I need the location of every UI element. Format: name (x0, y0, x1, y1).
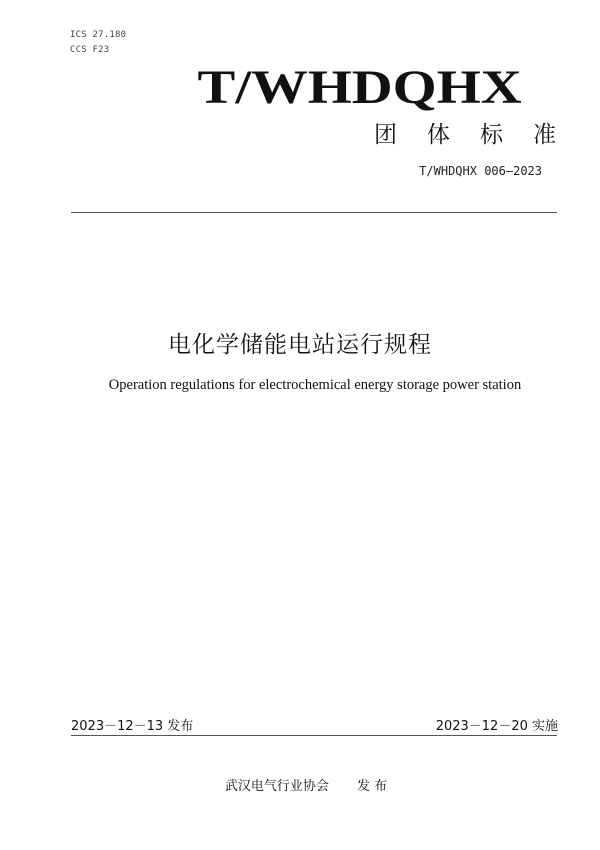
standard-number: T/WHDQHX 006—2023 (419, 164, 542, 178)
document-title-english: Operation regulations for electrochemical energy storage power station (108, 377, 522, 393)
publisher-line (0, 775, 600, 794)
bottom-divider (71, 735, 557, 736)
standard-prefix: T/WHDQHX (197, 61, 522, 114)
top-divider (71, 212, 557, 213)
ics-code: ICS 27.180 (70, 30, 127, 40)
standard-kind (374, 116, 586, 149)
implementation-date: 2023－12－20 实施 (435, 719, 558, 734)
issue-date: 2023－12－13 发布 (71, 719, 194, 734)
publisher-name: 武汉电气行业协会 (224, 779, 329, 794)
standard-kind-text: 团体标准 (374, 122, 586, 148)
document-title-chinese: 电化学储能电站运行规程 (168, 332, 432, 358)
ccs-code: CCS F23 (70, 45, 110, 55)
publish-word: 发 布 (356, 779, 388, 794)
